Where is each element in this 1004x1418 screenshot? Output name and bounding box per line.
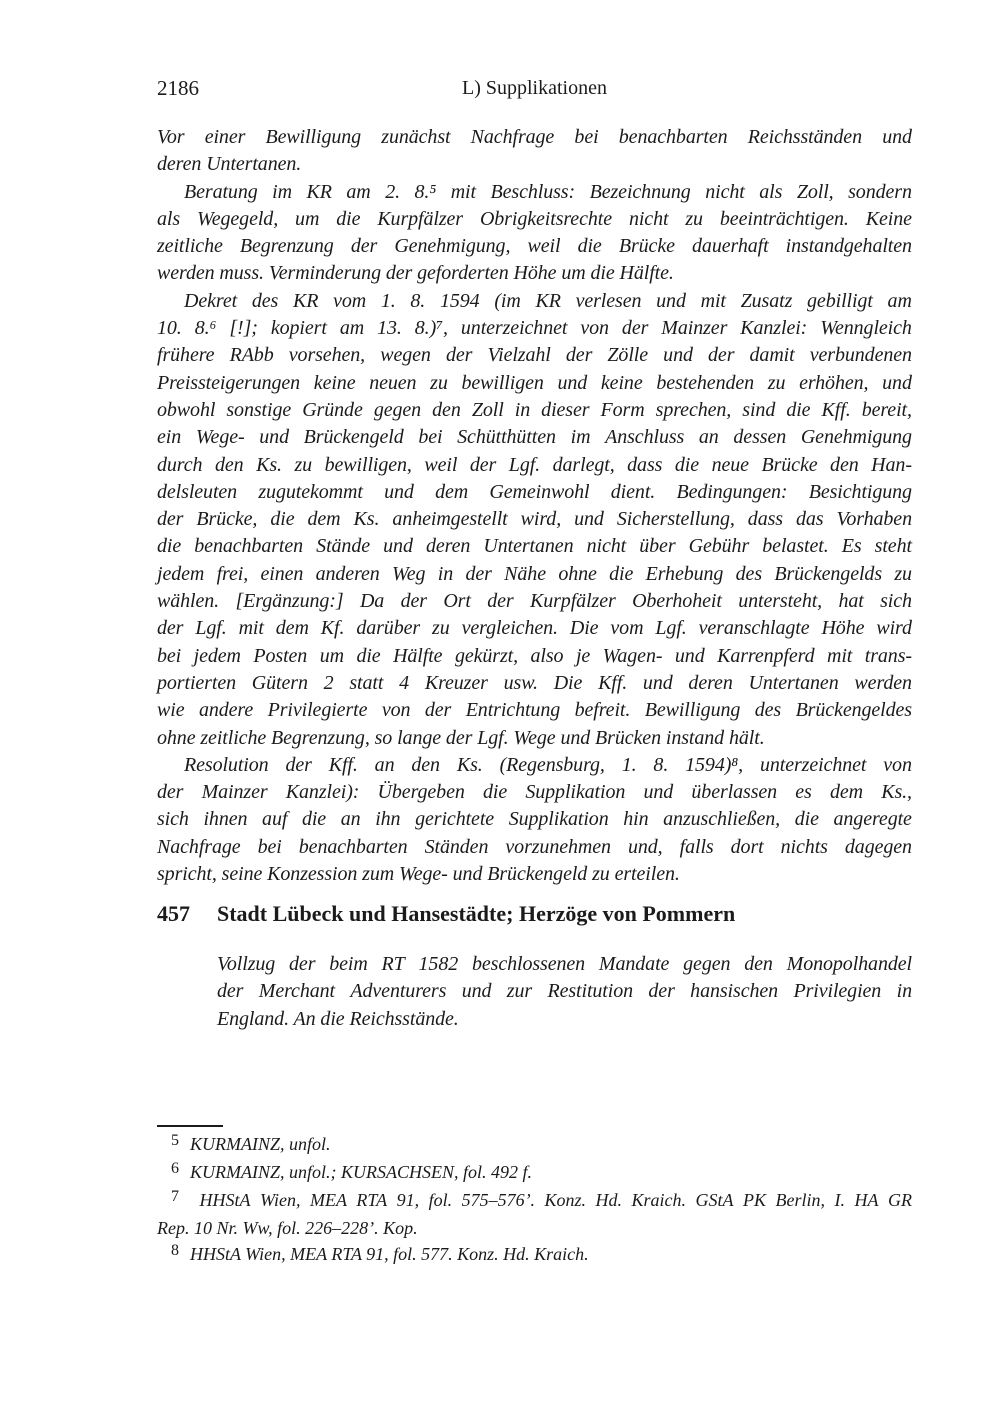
text-line: 5 KURMAINZ, unfol.	[171, 1132, 331, 1154]
text-line: der Brücke, die dem Ks. anheimgestellt wird, und Sicherstellung, dass das Vorhaben	[157, 508, 912, 531]
section-number: 457	[157, 901, 190, 926]
text-line: Vollzug der beim RT 1582 beschlossenen Mandate gegen den Monopolhandel	[217, 953, 912, 975]
running-header	[157, 76, 912, 104]
text-line: als Wegegeld, um die Kurpfälzer Obrigkeitsrechte nicht zu beeinträchtigen. Keine	[157, 207, 912, 230]
footnote-6	[157, 1159, 912, 1187]
text-line: die benachbarten Stände und deren Untertanen nicht über Gebühr belastet. Es steht	[157, 535, 912, 558]
text-line: 7 HHStA Wien, MEA RTA 91, fol. 575–576’. Konz. Hd. Kraich. GStA PK Berlin, I. HA GR	[157, 1187, 912, 1215]
text-line: England. An die Reichsstände.	[217, 1007, 459, 1030]
text-line: obwohl sonstige Gründe gegen den Zoll in dieser Form sprechen, sind die Kff. bereit,	[157, 398, 912, 421]
footnote-separator-rule	[157, 1125, 223, 1127]
text-line: der Mainzer Kanzlei): Übergeben die Supplikation und überlassen es dem Ks.,	[157, 781, 912, 804]
text-line: jedem frei, einen anderen Weg in der Nähe ohne die Erhebung des Brückengelds zu	[157, 562, 912, 585]
entry-continuation-summary	[157, 124, 912, 179]
body-text	[157, 124, 912, 888]
text-line: Resolution der Kff. an den Ks. (Regensburg, 1. 8. 1594)⁸, unterzeichnet von	[184, 753, 912, 776]
footnote-number: 5	[171, 1132, 179, 1149]
text-line: bei jedem Posten um die Hälfte gekürzt, also je Wagen- und Karrenpferd mit trans-	[157, 644, 912, 667]
footnote-7	[157, 1187, 912, 1241]
section-summary	[217, 951, 912, 1033]
text-line: Rep. 10 Nr. Ww, fol. 226–228’. Kop.	[157, 1218, 418, 1238]
text-line: Beratung im KR am 2. 8.⁵ mit Beschluss: Bezeichnung nicht als Zoll, sondern	[184, 180, 912, 203]
text-line: durch den Ks. zu bewilligen, weil der Lgf. darlegt, dass die neue Brücke den Han-	[157, 453, 912, 476]
footnote-5	[157, 1131, 912, 1159]
text-line: sich ihnen auf die an ihn gerichtete Supplikation hin anzuschließen, die angeregte	[157, 808, 912, 831]
text-line: frühere RAbb vorsehen, wegen der Vielzahl der Zölle und der damit verbundenen	[157, 344, 912, 367]
text-line: 6 KURMAINZ, unfol.; KURSACHSEN, fol. 492 f.	[171, 1160, 532, 1182]
text-line: 10. 8.⁶ [!]; kopiert am 13. 8.)⁷, unterzeichnet von der Mainzer Kanzlei: Wenngleich	[157, 317, 912, 340]
text-line: portierten Gütern 2 statt 4 Kreuzer usw. Die Kff. und deren Untertanen werden	[157, 671, 912, 694]
paragraph-resolution	[157, 752, 912, 888]
text-line: ein Wege- und Brückengeld bei Schütthütten im Anschluss an dessen Genehmigung	[157, 426, 912, 449]
text-line: Preissteigerungen keine neuen zu bewilligen und keine bestehenden zu erhöhen, und	[157, 371, 912, 394]
footnote-8	[157, 1241, 912, 1269]
text-line: werden muss. Verminderung der geforderten Höhe um die Hälfte.	[157, 262, 674, 285]
text-line: Nachfrage bei benachbarten Ständen vorzunehmen und, falls dort nichts dagegen	[157, 835, 912, 858]
running-title: L) Supplikationen	[462, 77, 607, 99]
text-line: der Merchant Adventurers und zur Restitution der hansischen Privilegien in	[217, 980, 912, 1003]
section-summary-text	[217, 951, 912, 1033]
text-line: deren Untertanen.	[157, 153, 302, 176]
footnote-number: 7	[171, 1188, 179, 1205]
text-line: ohne zeitliche Begrenzung, so lange der Lgf. Wege und Brücken instand hält.	[157, 726, 765, 749]
footnote-number: 6	[171, 1160, 179, 1177]
footnotes	[157, 1131, 912, 1269]
paragraph-dekret	[157, 288, 912, 752]
section-title: Stadt Lübeck und Hansestädte; Herzöge von Pommern	[217, 901, 736, 926]
page-number: 2186	[157, 76, 199, 100]
footnote-number: 8	[171, 1242, 179, 1259]
text-line: zeitliche Begrenzung der Genehmigung, weil die Brücke dauerhaft instandgehalten	[157, 235, 912, 258]
text-line: delsleuten zugutekommt und dem Gemeinwohl dient. Bedingungen: Besichtigung	[157, 480, 912, 503]
text-line: der Lgf. mit dem Kf. darüber zu vergleichen. Die vom Lgf. veranschlagte Höhe wird	[157, 617, 912, 640]
text-line: Dekret des KR vom 1. 8. 1594 (im KR verlesen und mit Zusatz gebilligt am	[184, 289, 912, 312]
text-line: wählen. [Ergänzung:] Da der Ort der Kurpfälzer Oberhoheit untersteht, hat sich	[157, 590, 912, 613]
text-line: 8 HHStA Wien, MEA RTA 91, fol. 577. Konz. Hd. Kraich.	[171, 1242, 589, 1264]
text-line: spricht, seine Konzession zum Wege- und Brückengeld zu erteilen.	[157, 863, 680, 886]
paragraph-beratung	[157, 179, 912, 288]
text-line: wie andere Privilegierte von der Entrichtung befreit. Bewilligung des Brückengeldes	[157, 699, 912, 722]
text-line: Vor einer Bewilligung zunächst Nachfrage bei benachbarten Reichsständen und	[157, 126, 912, 148]
